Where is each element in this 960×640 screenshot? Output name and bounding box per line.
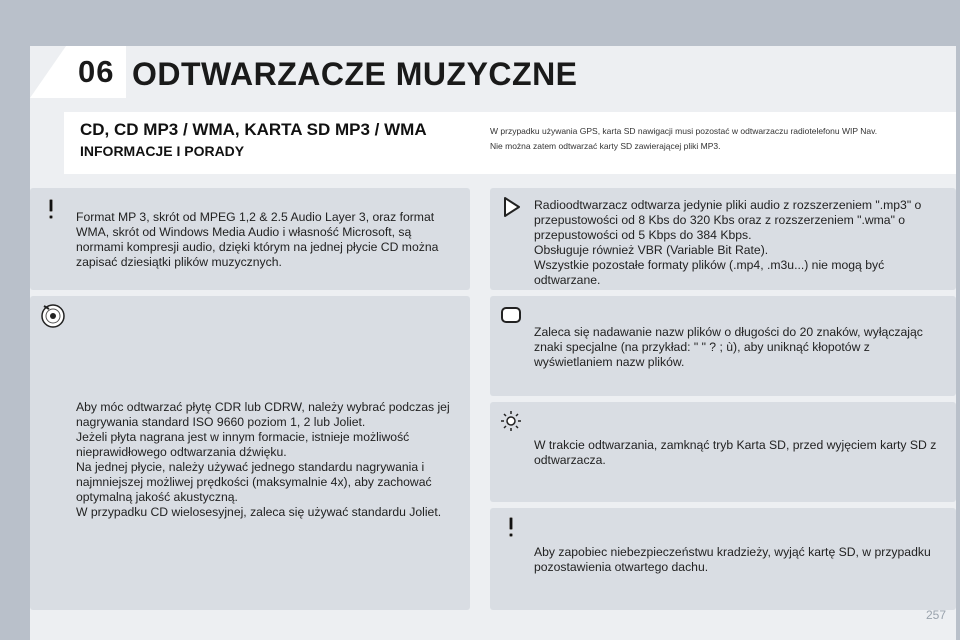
card-sdcard bbox=[490, 402, 956, 502]
light-icon bbox=[498, 408, 524, 434]
card-cdr-text: Aby móc odtwarzać płytę CDR lub CDRW, należy wybrać podczas jej nagrywania standard ISO 9660 poziom 1, 2 lub Joliet. Jeżeli płyta nagrana jest w innym formacie, istnieje możliwość nieprawidłowego odtwarzania dźwięku. Na jednej płycie, należy używać jednego standardu nagrywania i najmniejszej możliwej prędkości (maksymalnie 4x), aby zachować optymalną jakość akustyczną. W przypadku CD wielosesyjnej, zaleca się używać standardu Joliet. bbox=[76, 400, 450, 519]
card-play-text: Radioodtwarzacz odtwarza jedynie pliki audio z rozszerzeniem ".mp3" o przepustowości od 8 Kbs do 320 Kbs oraz z rozszerzeniem ".wma" o przepustowości od 5 Kbps do 384 Kbps. Obsługuje również VBR (Variable Bit Rate). Wszystkie pozostałe formaty plików (.mp4, .m3u...) nie mogą być odtwarzane. bbox=[534, 198, 922, 287]
gps-note: W przypadku używania GPS, karta SD nawigacji musi pozostać w odtwarzaczu radiotelefonu WIP Nav. Nie można zatem odtwarzać karty SD zawierającej pliki MP3. bbox=[490, 126, 878, 151]
card-names-text: Zaleca się nadawanie nazw plików o długości do 20 znaków, wyłączając znaki specjalne (na przykład: " " ? ; ù), aby uniknąć kłopotów z wyświetlaniem nazw plików. bbox=[534, 325, 923, 369]
card-play bbox=[490, 188, 956, 290]
card-theft-text: Aby zapobiec niebezpieczeństwu kradzieży, wyjąć kartę SD, w przypadku pozostawienia otwartego dachu. bbox=[534, 545, 931, 574]
section-title: CD, CD MP3 / WMA, KARTA SD MP3 / WMA bbox=[80, 120, 427, 139]
play-icon bbox=[498, 194, 524, 220]
page-number: 257 bbox=[925, 608, 946, 622]
card-cdr bbox=[30, 296, 470, 610]
card-format-text: Format MP 3, skrót od MPEG 1,2 & 2.5 Audio Layer 3, oraz format WMA, skrót od Windows Media Audio i własność Microsoft, są normami kompresji audio, dzięki którym na jednej płycie CD można zapisać dziesiątki plików muzycznych. bbox=[76, 210, 439, 269]
screen-icon bbox=[498, 302, 524, 328]
exclamation-icon bbox=[38, 196, 64, 222]
card-format bbox=[30, 188, 470, 290]
card-names bbox=[490, 296, 956, 396]
section-subtitle: INFORMACJE I PORADY bbox=[80, 143, 245, 159]
chapter-title: ODTWARZACZE MUZYCZNE bbox=[132, 56, 578, 92]
exclamation-icon bbox=[498, 514, 524, 540]
disc-icon bbox=[38, 300, 68, 330]
chapter-number: 06 bbox=[78, 54, 115, 89]
card-theft bbox=[490, 508, 956, 610]
card-sdcard-text: W trakcie odtwarzania, zamknąć tryb Karta SD, przed wyjęciem karty SD z odtwarzacza. bbox=[534, 438, 937, 467]
